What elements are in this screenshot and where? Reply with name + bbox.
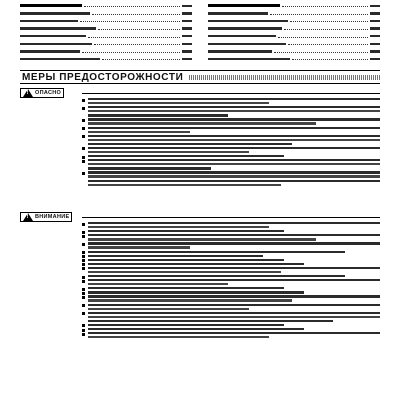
danger-item-text-line xyxy=(88,135,380,137)
toc-leader-dots xyxy=(80,21,180,22)
toc-entry-title xyxy=(20,58,100,60)
caution-item xyxy=(82,267,380,273)
danger-item-text-line xyxy=(88,118,380,120)
caution-item-text-line xyxy=(88,332,380,334)
caution-label-text: ВНИМАНИЕ xyxy=(35,214,70,220)
caution-item-text-line xyxy=(88,291,304,293)
bullet-icon xyxy=(82,160,85,163)
toc-entry-page xyxy=(370,58,380,60)
bullet-icon xyxy=(82,259,85,262)
section-title-bar xyxy=(20,70,380,84)
danger-item-text-line xyxy=(88,171,380,173)
caution-item-text-line xyxy=(88,287,284,289)
title-rule xyxy=(189,75,380,80)
toc-leader-dots xyxy=(288,44,368,45)
caution-item-text-line xyxy=(88,275,345,277)
danger-item-text-line xyxy=(88,159,380,161)
toc-entry-title xyxy=(208,43,286,45)
toc-entry xyxy=(208,48,380,56)
bullet-icon xyxy=(82,223,85,226)
danger-list xyxy=(82,98,380,188)
toc-entry-title xyxy=(208,27,282,29)
toc-entry-page xyxy=(182,35,192,37)
bullet-icon xyxy=(82,172,85,175)
toc-entry-title xyxy=(20,12,90,14)
bullet-icon xyxy=(82,231,85,234)
caution-item xyxy=(82,234,380,240)
danger-item xyxy=(82,106,380,116)
bullet-icon xyxy=(82,333,85,336)
caution-item-text-line xyxy=(88,295,380,297)
danger-item xyxy=(82,171,380,185)
caution-item-text-line xyxy=(88,336,269,338)
toc-entry-page xyxy=(182,20,192,22)
caution-item-text-line xyxy=(88,234,380,236)
toc-entry-title xyxy=(20,4,82,7)
caution-item xyxy=(82,222,380,228)
toc-entry-page xyxy=(370,5,380,7)
caution-item xyxy=(82,332,380,338)
danger-item-text-line xyxy=(88,151,249,153)
danger-item xyxy=(82,98,380,104)
toc-leader-dots xyxy=(98,29,180,30)
danger-item-text-line xyxy=(88,139,380,141)
toc-entry-title xyxy=(208,20,288,22)
caution-label xyxy=(20,212,78,222)
table-of-contents xyxy=(20,2,380,64)
caution-item-text-line xyxy=(88,242,380,244)
caution-item xyxy=(82,275,380,277)
toc-entry-page xyxy=(182,43,192,45)
caution-item-text-line xyxy=(88,312,380,314)
toc-entry xyxy=(208,55,380,63)
toc-entry xyxy=(20,40,192,48)
toc-leader-dots xyxy=(282,6,368,7)
danger-item-text-line xyxy=(88,114,228,116)
toc-entry-title xyxy=(20,50,80,52)
caution-item xyxy=(82,259,380,261)
danger-item-text-line xyxy=(88,127,380,129)
toc-entry-title xyxy=(208,12,268,14)
toc-entry xyxy=(20,32,192,40)
caution-list xyxy=(82,222,380,340)
caution-item-text-line xyxy=(88,320,333,322)
caution-item-text-line xyxy=(88,271,281,273)
bullet-icon xyxy=(82,119,85,122)
bullet-icon xyxy=(82,329,85,332)
bullet-icon xyxy=(82,263,85,266)
toc-leader-dots xyxy=(84,6,180,7)
caution-item xyxy=(82,295,380,301)
toc-entry-page xyxy=(370,35,380,37)
toc-entry xyxy=(208,25,380,33)
toc-leader-dots xyxy=(270,14,368,15)
toc-entry-title xyxy=(208,4,280,7)
bullet-icon xyxy=(82,251,85,254)
caution-item-text-line xyxy=(88,283,228,285)
danger-item-text-line xyxy=(88,131,190,133)
danger-item-text-line xyxy=(88,175,380,177)
danger-item-text-line xyxy=(88,143,292,145)
caution-item-text-line xyxy=(88,230,284,232)
manual-page xyxy=(20,0,380,400)
bullet-icon xyxy=(82,324,85,327)
danger-item-text-line xyxy=(88,106,380,108)
toc-leader-dots xyxy=(284,29,368,30)
toc-leader-dots xyxy=(102,59,180,60)
toc-leader-dots xyxy=(290,21,368,22)
toc-entry xyxy=(20,55,192,63)
toc-entry xyxy=(20,48,192,56)
bullet-icon xyxy=(82,135,85,138)
bullet-icon xyxy=(82,296,85,299)
danger-item-text-line xyxy=(88,147,380,149)
danger-item-text-line xyxy=(88,155,284,157)
bullet-icon xyxy=(82,292,85,295)
caution-item-text-line xyxy=(88,279,380,281)
danger-item-text-line xyxy=(88,98,380,100)
danger-label xyxy=(20,88,78,98)
caution-item xyxy=(82,312,380,322)
warning-triangle-icon xyxy=(23,213,33,221)
caution-item-text-line xyxy=(88,316,380,318)
caution-item-text-line xyxy=(88,267,380,269)
toc-entry-title xyxy=(208,58,290,60)
toc-entry xyxy=(208,10,380,18)
toc-entry xyxy=(208,40,380,48)
caution-item xyxy=(82,287,380,289)
bullet-icon xyxy=(82,243,85,246)
danger-item xyxy=(82,135,380,145)
bullet-icon xyxy=(82,288,85,291)
caution-item xyxy=(82,279,380,285)
caution-item-text-line xyxy=(88,246,190,248)
danger-item-text-line xyxy=(88,102,269,104)
caution-item-text-line xyxy=(88,304,380,306)
caution-item-text-line xyxy=(88,259,284,261)
toc-leader-dots xyxy=(82,52,180,53)
toc-entry-page xyxy=(182,27,192,29)
danger-item xyxy=(82,159,380,169)
caution-item-text-line xyxy=(88,238,316,240)
danger-item-text-line xyxy=(88,167,211,169)
bullet-icon xyxy=(82,312,85,315)
caution-item xyxy=(82,328,380,330)
toc-leader-dots xyxy=(92,14,180,15)
caution-item-text-line xyxy=(88,324,284,326)
toc-entry xyxy=(20,10,192,18)
toc-entry-page xyxy=(370,50,380,52)
caution-item xyxy=(82,255,380,257)
toc-entry-title xyxy=(208,50,272,52)
danger-item-text-line xyxy=(88,122,316,124)
caution-item xyxy=(82,230,380,232)
caution-item-text-line xyxy=(88,299,292,301)
toc-leader-dots xyxy=(88,37,180,38)
caution-item-text-line xyxy=(88,328,304,330)
caution-item xyxy=(82,324,380,326)
toc-column-right xyxy=(208,2,380,64)
caution-item xyxy=(82,242,380,248)
bullet-icon xyxy=(82,267,85,270)
toc-entry-page xyxy=(182,50,192,52)
caution-item xyxy=(82,291,380,293)
caution-item-text-line xyxy=(88,251,345,253)
caution-item xyxy=(82,263,380,265)
danger-item-text-line xyxy=(88,180,380,182)
toc-entry xyxy=(208,17,380,25)
caution-item-text-line xyxy=(88,263,304,265)
bullet-icon xyxy=(82,235,85,238)
danger-item xyxy=(82,155,380,157)
caution-item-text-line xyxy=(88,226,269,228)
toc-entry-page xyxy=(370,20,380,22)
danger-item xyxy=(82,118,380,124)
toc-entry-title xyxy=(20,43,92,45)
bullet-icon xyxy=(82,147,85,150)
toc-entry-page xyxy=(182,58,192,60)
bullet-icon xyxy=(82,107,85,110)
bullet-icon xyxy=(82,304,85,307)
bullet-icon xyxy=(82,280,85,283)
toc-entry xyxy=(208,2,380,10)
caution-label-box xyxy=(20,212,72,222)
toc-entry xyxy=(208,32,380,40)
toc-entry xyxy=(20,2,192,10)
warning-triangle-icon xyxy=(23,89,33,97)
danger-item xyxy=(82,147,380,153)
caution-item-text-line xyxy=(88,222,380,224)
caution-item xyxy=(82,251,380,253)
bullet-icon xyxy=(82,99,85,102)
danger-item xyxy=(82,127,380,133)
toc-entry xyxy=(20,25,192,33)
danger-item-text-line xyxy=(88,184,281,186)
toc-entry-page xyxy=(182,12,192,14)
danger-label-text: ОПАСНО xyxy=(35,90,62,96)
toc-entry-title xyxy=(20,27,96,29)
caution-item-text-line xyxy=(88,255,263,257)
section-title: МЕРЫ ПРЕДОСТОРОЖНОСТИ xyxy=(22,71,184,83)
danger-label-box xyxy=(20,88,64,98)
toc-entry-page xyxy=(370,12,380,14)
toc-leader-dots xyxy=(278,37,368,38)
danger-item-text-line xyxy=(88,110,380,112)
toc-entry xyxy=(20,17,192,25)
toc-entry-page xyxy=(370,27,380,29)
bullet-icon xyxy=(82,276,85,279)
danger-item-text-line xyxy=(88,163,380,165)
caution-item-text-line xyxy=(88,308,249,310)
danger-rule xyxy=(82,93,380,94)
caution-rule xyxy=(82,217,380,218)
bullet-icon xyxy=(82,156,85,159)
toc-leader-dots xyxy=(292,59,368,60)
caution-item xyxy=(82,304,380,310)
toc-entry-page xyxy=(182,5,192,7)
toc-leader-dots xyxy=(274,52,368,53)
toc-entry-page xyxy=(370,43,380,45)
toc-entry-title xyxy=(20,35,86,37)
toc-column-left xyxy=(20,2,192,64)
bullet-icon xyxy=(82,255,85,258)
bullet-icon xyxy=(82,127,85,130)
toc-entry-title xyxy=(208,35,276,37)
toc-entry-title xyxy=(20,20,78,22)
toc-leader-dots xyxy=(94,44,180,45)
